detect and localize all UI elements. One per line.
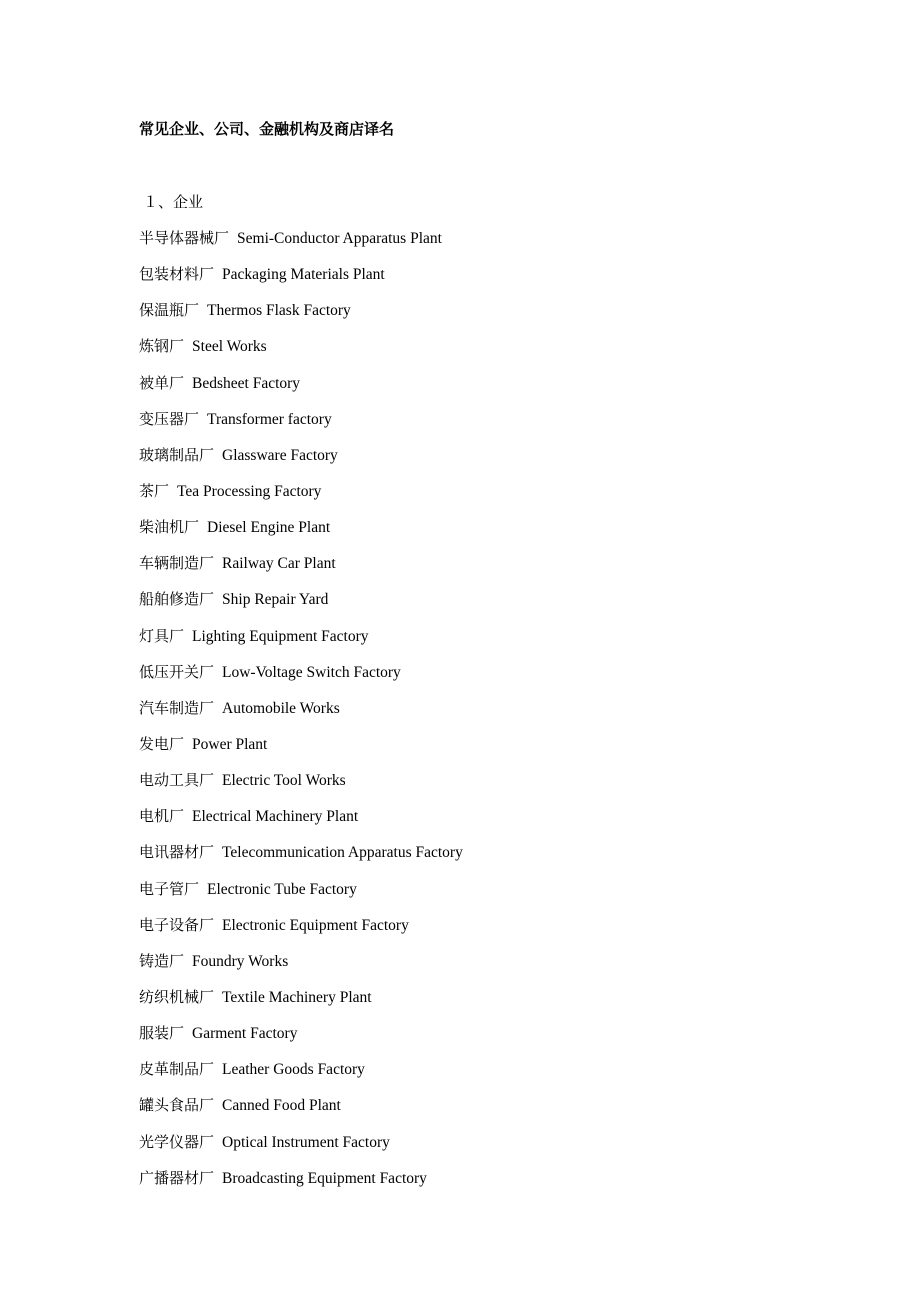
- list-item: [139, 409, 859, 445]
- entry-chinese-name: 炼钢厂: [139, 337, 185, 356]
- entry-english-name: Thermos Flask Factory: [207, 302, 351, 320]
- entry-chinese-name: 光学仪器厂: [139, 1132, 215, 1151]
- entry-chinese-name: 纺织机械厂: [139, 987, 215, 1006]
- list-item: [139, 951, 859, 987]
- list-item: [139, 915, 859, 951]
- list-item: [139, 987, 859, 1023]
- entry-english-name: Telecommunication Apparatus Factory: [222, 844, 463, 862]
- entry-english-name: Electronic Equipment Factory: [222, 916, 409, 934]
- entry-english-name: Textile Machinery Plant: [222, 988, 372, 1006]
- entry-english-name: Electric Tool Works: [222, 772, 346, 790]
- entry-english-name: Diesel Engine Plant: [207, 519, 331, 537]
- entry-chinese-name: 广播器材厂: [139, 1168, 215, 1187]
- list-item: [139, 734, 859, 770]
- list-item: [139, 698, 859, 734]
- list-item: [139, 553, 859, 589]
- entry-chinese-name: 变压器厂: [139, 409, 200, 428]
- entry-english-name: Garment Factory: [192, 1025, 298, 1043]
- entry-english-name: Transformer factory: [207, 410, 332, 428]
- entry-english-name: Railway Car Plant: [222, 555, 336, 573]
- entry-english-name: Power Plant: [192, 735, 268, 753]
- entry-chinese-name: 电子管厂: [139, 879, 200, 898]
- list-item: [139, 806, 859, 842]
- list-item: [139, 842, 859, 878]
- entry-chinese-name: 服装厂: [139, 1024, 185, 1043]
- list-item: [139, 879, 859, 915]
- entry-list: [139, 228, 859, 1204]
- list-item: [139, 1023, 859, 1059]
- entry-chinese-name: 被单厂: [139, 373, 185, 392]
- entry-chinese-name: 半导体器械厂: [139, 229, 230, 247]
- entry-chinese-name: 汽车制造厂: [139, 698, 215, 717]
- list-item: [139, 1095, 859, 1131]
- list-item: [139, 1132, 859, 1168]
- list-item: [139, 770, 859, 806]
- list-item: [139, 445, 859, 481]
- list-item: [139, 517, 859, 553]
- entry-chinese-name: 低压开关厂: [139, 662, 215, 681]
- entry-chinese-name: 皮革制品厂: [139, 1060, 215, 1079]
- section-heading: １、企业: [143, 193, 204, 211]
- list-item: [139, 626, 859, 662]
- list-item: [139, 300, 859, 336]
- entry-english-name: Automobile Works: [222, 699, 340, 717]
- entry-english-name: Steel Works: [192, 338, 267, 356]
- entry-english-name: Optical Instrument Factory: [222, 1133, 390, 1151]
- entry-english-name: Electrical Machinery Plant: [192, 808, 359, 826]
- entry-chinese-name: 电动工具厂: [139, 771, 215, 790]
- entry-chinese-name: 电子设备厂: [139, 915, 215, 934]
- list-item: [139, 373, 859, 409]
- entry-chinese-name: 电讯器材厂: [139, 843, 215, 862]
- entry-english-name: Low-Voltage Switch Factory: [222, 663, 401, 681]
- entry-chinese-name: 船舶修造厂: [139, 590, 215, 609]
- entry-english-name: Glassware Factory: [222, 446, 338, 464]
- entry-chinese-name: 灯具厂: [139, 626, 185, 645]
- entry-english-name: Ship Repair Yard: [222, 591, 329, 609]
- entry-chinese-name: 包装材料厂: [139, 265, 215, 284]
- entry-english-name: Foundry Works: [192, 952, 289, 970]
- entry-chinese-name: 罐头食品厂: [139, 1096, 215, 1115]
- list-item: [139, 264, 859, 300]
- entry-chinese-name: 电机厂: [139, 807, 185, 826]
- entry-chinese-name: 车辆制造厂: [139, 554, 215, 573]
- entry-english-name: Canned Food Plant: [222, 1097, 341, 1115]
- list-item: [139, 336, 859, 372]
- entry-chinese-name: 铸造厂: [139, 951, 185, 970]
- entry-english-name: Tea Processing Factory: [177, 482, 322, 500]
- entry-english-name: Packaging Materials Plant: [222, 266, 385, 284]
- entry-chinese-name: 茶厂: [139, 481, 170, 500]
- entry-chinese-name: 柴油机厂: [139, 518, 200, 537]
- entry-english-name: Electronic Tube Factory: [207, 880, 357, 898]
- entry-english-name: Broadcasting Equipment Factory: [222, 1169, 427, 1187]
- page-title: 常见企业、公司、金融机构及商店译名: [139, 120, 395, 138]
- entry-chinese-name: 发电厂: [139, 734, 185, 753]
- list-item: [139, 228, 859, 264]
- list-item: [139, 481, 859, 517]
- entry-english-name: Semi-Conductor Apparatus Plant: [237, 230, 442, 247]
- entry-chinese-name: 保温瓶厂: [139, 301, 200, 320]
- list-item: [139, 1168, 859, 1204]
- list-item: [139, 1059, 859, 1095]
- entry-chinese-name: 玻璃制品厂: [139, 445, 215, 464]
- entry-english-name: Bedsheet Factory: [192, 374, 301, 392]
- list-item: [139, 662, 859, 698]
- entry-english-name: Leather Goods Factory: [222, 1061, 365, 1079]
- list-item: [139, 589, 859, 625]
- entry-english-name: Lighting Equipment Factory: [192, 627, 369, 645]
